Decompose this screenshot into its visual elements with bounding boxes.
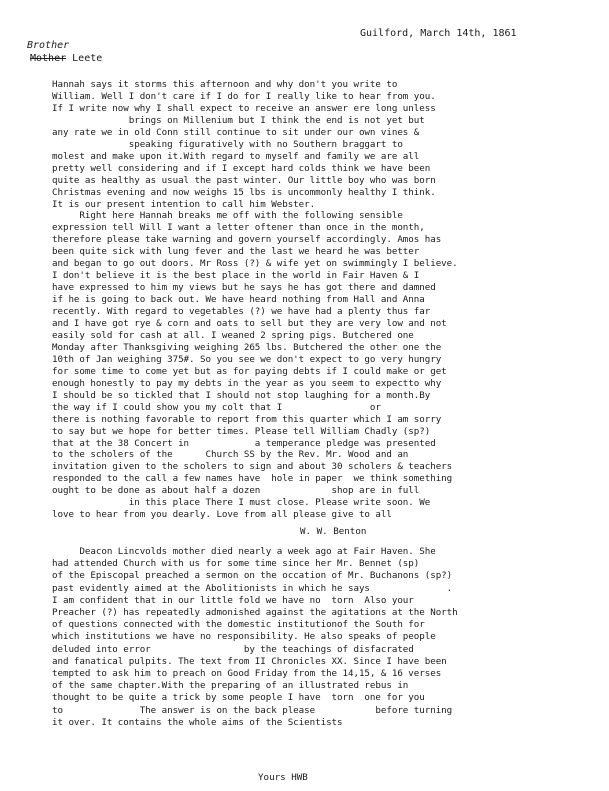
text-line: to say but we hope for better times. Please tell William Chadly (sp?): [52, 425, 431, 437]
text-line: Christmas evening and now weighs 15 lbs is uncommonly healthy I think.: [52, 186, 436, 198]
letter-two-signature: Yours HWB: [258, 772, 308, 783]
text-line: deluded into error by the teachings of disfacrated: [52, 643, 414, 655]
text-line: for some time to come yet but as for paying debts if I could make or get: [52, 365, 447, 377]
text-line: which institutions we have no responsibility. He also speaks of people: [52, 631, 436, 643]
text-line: past evidently aimed at the Abolitionists in which he says .: [52, 582, 453, 594]
text-line: any rate we in old Conn still continue to sit under our own vines &: [52, 126, 420, 138]
text-line: molest and make upon it.With regard to myself and family we are all: [52, 150, 420, 162]
text-line: brings on Millenium but I think the end is not yet but: [52, 114, 425, 126]
text-line: to the scholers of the Church SS by the Rev. Mr. Wood and an: [52, 449, 409, 461]
text-line: speaking figuratively with no Southern braggart to: [52, 138, 403, 150]
text-line: responded to the call a few names have hole in paper we think something: [52, 473, 453, 485]
text-line: and fanatical pulpits. The text from II Chronicles XX. Since I have been: [52, 655, 447, 667]
text-line: therefore please take warning and govern yourself accordingly. Amos has: [52, 234, 442, 246]
text-line: if he is going to back out. We have heard nothing from Hall and Anna: [52, 294, 425, 306]
text-line: Right here Hannah breaks me off with the following sensible: [52, 210, 403, 222]
salutation-struck: Mother: [30, 53, 67, 64]
text-line: I should be so tickled that I should not stop laughing for a month.By: [52, 389, 431, 401]
text-line: pretty well considering and if I except hard colds think we have been: [52, 162, 431, 174]
text-line: invitation given to the scholers to sign and about 30 scholers & teachers: [52, 461, 453, 473]
salutation-name: Leete: [72, 53, 103, 64]
text-line: it over. It contains the whole aims of the Scientists: [52, 716, 343, 728]
text-line: Preacher (?) has repeatedly admonished against the agitations at the North: [52, 607, 458, 618]
text-line: I am confident that in our little fold we have no torn Also your: [52, 594, 414, 606]
text-line: recently. With regard to vegetables (?) we have had a plenty thus far: [52, 306, 431, 318]
letter-date: Guilford, March 14th, 1861: [360, 28, 517, 39]
text-line: been quite sick with lung fever and the last we heard he was better: [52, 246, 420, 258]
text-line: quite as healthy as usual the past winter. Our little boy who was born: [52, 174, 436, 186]
text-line: tempted to ask him to preach on Good Friday from the 14,15, & 16 verses: [52, 668, 442, 679]
text-line: that at the 38 Concert in a temperance pledge was presented: [52, 437, 436, 449]
text-line: thought to be quite a trick by some people I have torn one for you: [52, 692, 425, 704]
text-line: 10th of Jan weighing 375#. So you see we don't expect to go very hungry: [52, 353, 442, 365]
text-line: to The answer is on the back please before turning: [52, 704, 453, 716]
text-line: William. Well I don't care if I do for I really like to hear from you.: [52, 90, 436, 102]
text-line: of the same chapter.With the preparing of an illustrated rebus in: [52, 680, 409, 692]
text-line: of the Episcopal preached a sermon on the occation of Mr. Buchanons (sp?): [52, 570, 453, 582]
text-line: in this place There I must close. Please write soon. We: [52, 497, 431, 509]
text-line: the way if I could show you my colt that I or: [52, 401, 381, 413]
text-line: had attended Church with us for some time since her Mr. Bennet (sp): [52, 558, 420, 570]
text-line: enough honestly to pay my debts in the year as you seem to expectto why: [52, 377, 442, 389]
text-line: easily sold for cash at all. I weaned 2 spring pigs. Butchered one: [52, 329, 414, 341]
text-line: It is our present intention to call him Webster.: [52, 198, 316, 210]
text-line: I don't believe it is the best place in the world in Fair Haven & I: [52, 270, 420, 282]
text-line: there is nothing favorable to report from this quarter which I am sorry: [52, 413, 442, 425]
text-line: Hannah says it storms this afternoon and why don't you write to: [52, 79, 398, 90]
text-line: of questions connected with the domestic institutionof the South for: [52, 619, 425, 631]
salutation: [30, 53, 102, 64]
text-line: Deacon Lincvolds mother died nearly a week ago at Fair Haven. She: [52, 546, 436, 557]
text-line: love to hear from you dearly. Love from all please give to all: [52, 509, 392, 521]
text-line: and began to go out doors. Mr Ross (?) & wife yet on swimmingly I believe.: [52, 258, 458, 270]
text-line: Monday after Thanksgiving weighing 265 lbs. Butchered the other one the: [52, 341, 442, 353]
letter-one-signature: W. W. Benton: [300, 526, 367, 537]
salutation-handwritten: Brother: [27, 40, 70, 51]
text-line: expression tell Will I want a letter oftener than once in the month,: [52, 222, 425, 234]
text-line: ought to be done as about half a dozen shop are in full: [52, 485, 420, 497]
text-line: If I write now why I shall expect to receive an answer ere long unless: [52, 102, 436, 114]
text-line: and I have got rye & corn and oats to sell but they are very low and not: [52, 318, 447, 329]
text-line: have expressed to him my views but he says he has got there and damned: [52, 282, 436, 294]
